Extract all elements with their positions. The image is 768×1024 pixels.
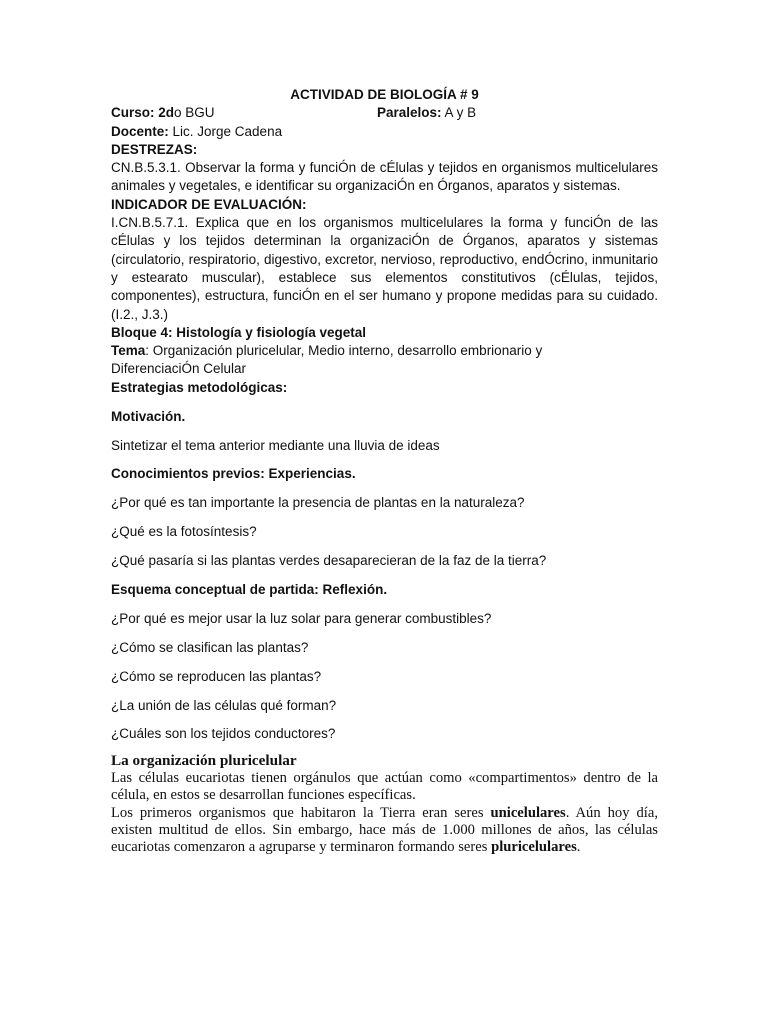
document-title: ACTIVIDAD DE BIOLOGÍA # 9 <box>290 87 479 102</box>
p2-part-e: . <box>576 839 581 856</box>
conocimientos-heading: Conocimientos previos: Experiencias. <box>111 466 356 482</box>
conocimientos-question: ¿Por qué es tan importante la presencia de plantas en la naturaleza? <box>111 495 525 511</box>
esquema-question: ¿Cómo se reproducen las plantas? <box>111 668 322 684</box>
motivacion-text: Sintetizar el tema anterior mediante una lluvia de ideas <box>111 437 440 453</box>
tema-paragraph <box>111 342 581 379</box>
esquema-question: ¿Cómo se clasifican las plantas? <box>111 639 309 655</box>
esquema-question: ¿Por qué es mejor usar la luz solar para generar combustibles? <box>111 610 492 626</box>
destrezas-text: CN.B.5.3.1. Observar la forma y funciÓn de cÉlulas y tejidos en organismos multicelulares animales y vegetales, e identificar su organizaciÓn en Órganos, aparatos y sistemas. <box>111 160 658 194</box>
esquema-heading: Esquema conceptual de partida: Reflexión. <box>111 581 388 597</box>
esquema-question: ¿La unión de las células qué forman? <box>111 697 337 713</box>
document-body <box>111 86 658 857</box>
teacher-row <box>111 123 658 141</box>
conocimientos-question: ¿Qué es la fotosíntesis? <box>111 524 257 540</box>
teacher-value: Lic. Jorge Cadena <box>168 123 283 139</box>
bloque-heading: Bloque 4: Histología y fisiología vegetal <box>111 324 367 340</box>
course-row <box>111 104 658 122</box>
p2-pluricelulares: pluricelulares <box>491 839 577 856</box>
course-label: Curso: 2d <box>111 105 175 121</box>
course-value: o BGU <box>174 105 215 121</box>
esquema-question: ¿Cuáles son los tejidos conductores? <box>111 726 336 742</box>
p2-part-c: . Aún hoy día, existen multitud de ellos. Sin embargo, hace más de 1.000 millones de años, las células eucariotas comenzaron a agruparse y terminaron formando seres <box>111 804 658 856</box>
motivacion-heading: Motivación. <box>111 408 186 424</box>
paralelos-label: Paralelos: <box>377 105 442 121</box>
p2-part-a: Los primeros organismos que habitaron la Tierra eran seres <box>111 804 491 821</box>
tema-text: : Organización pluricelular, Medio interno, desarrollo embrionario y DiferenciaciÓn Celular <box>111 343 543 377</box>
paralelos-value: A y B <box>441 105 477 121</box>
tema-label: Tema <box>111 343 146 359</box>
p2-unicelulares: unicelulares <box>490 804 566 821</box>
indicador-text: I.CN.B.5.7.1. Explica que en los organismos multicelulares la forma y funciÓn de las cÉlulas y los tejidos determinan la organizaciÓn de Órganos, aparatos y sistemas (circulatorio, respiratorio, digestivo, excretor, nervioso, reproductivo, endÓcrino, inmunitario y estearato muscular), establece sus elementos constitutivos (cÉlulas, tejidos, componentes), estructura, funciÓn en el ser humano y propone medidas para su cuidado. (I.2., J.3.) <box>111 215 658 322</box>
organizacion-heading: La organización pluricelular <box>111 751 297 769</box>
teacher-label: Docente: <box>111 123 169 139</box>
destrezas-heading: DESTREZAS: <box>111 141 198 157</box>
indicador-heading: INDICADOR DE EVALUACIÓN: <box>111 196 307 212</box>
estrategias-heading: Estrategias metodológicas: <box>111 379 288 395</box>
conocimientos-question: ¿Qué pasaría si las plantas verdes desaparecieran de la faz de la tierra? <box>111 553 547 569</box>
organizacion-paragraph-1: Las células eucariotas tienen orgánulos que actúan como «compartimentos» dentro de la célula, en estos se desarrollan funciones específicas. <box>111 769 658 804</box>
paralelos-field <box>377 104 476 122</box>
organizacion-paragraph-2 <box>111 805 658 857</box>
